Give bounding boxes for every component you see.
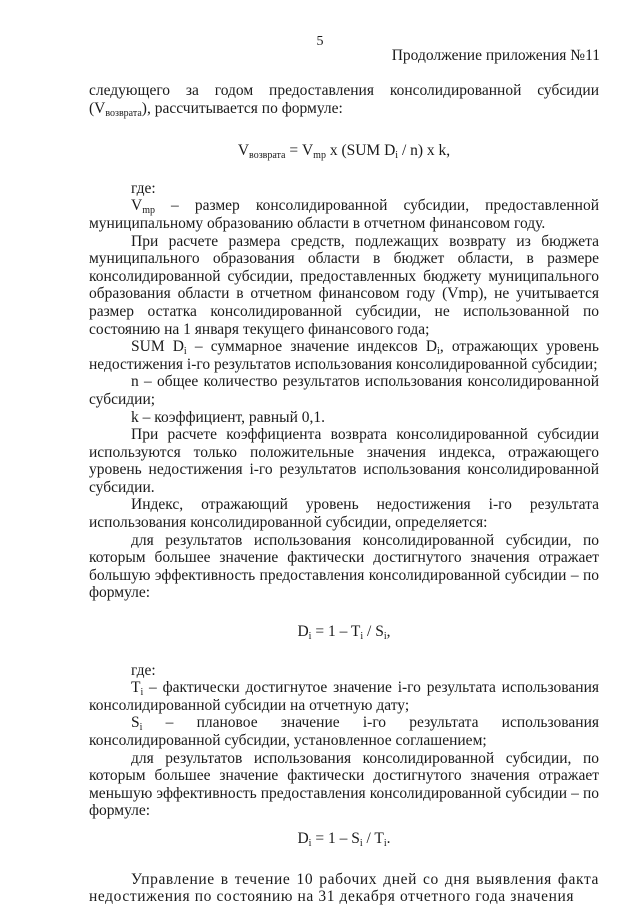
where-label: где:	[131, 179, 156, 197]
definition-t: $T_i$ – фактически достигнутое значение i-го результата использования консолидированной субсидии на отчетную дату;	[89, 679, 599, 714]
where-label-2: где:	[131, 661, 156, 679]
paragraph-intro: следующего за годом предоставления консолидированной субсидии $(V_{возврата})$, рассчитывается по формуле:	[89, 82, 599, 119]
formula-return: $V_{возврата} = V_{mp}$ x (SUM $D_i / n$) x k,	[237, 142, 451, 162]
paragraph-index: Индекс, отражающий уровень недостижения i-го результата использования консолидированной субсидии, определяется:	[89, 496, 599, 532]
definition-n: n – общее количество результатов использования консолидированной субсидии;	[89, 373, 599, 408]
definition-k: k – коэффициент, равный 0,1.	[131, 408, 325, 426]
document-body	[89, 82, 599, 906]
formula-index-2: $D_i = 1 - S_i / T_i$.	[297, 829, 391, 849]
definition-vmp: $V_{mp}$ – размер консолидированной субсидии, предоставленной муниципальному образованию области в отчетном финансовом году.	[89, 197, 599, 232]
definition-sum: SUM $D_i$ – суммарное значение индексов $D_i$, отражающих уровень недостижения i-го результатов использования консолидированной субсидии;	[89, 338, 599, 373]
continuation-heading: Продолжение приложения №11	[391, 47, 600, 64]
formula-index-1: $D_i = 1 - T_i / S_i$,	[297, 623, 391, 643]
paragraph-calculation: При расчете размера средств, подлежащих возврату из бюджета муниципального образования области в бюджет области, в размере консолидированной субсидии, предоставленных бюджету муниципального образования области в отчетном финансовом году (Vmp), не учитывается размер остатка консолидированной субсидии, не использованной по состоянию на 1 января текущего финансового года;	[89, 232, 599, 338]
paragraph-greater-worse: для результатов использования консолидированной субсидии, по которым большее значение фактически достигнутого значения отражает меньшую эффективность предоставления консолидированной субсидии – по формуле:	[89, 749, 599, 820]
paragraph-greater-better: для результатов использования консолидированной субсидии, по которым большее значение фактически достигнутого значения отражает большую эффективность предоставления консолидированной субсидии – по формуле:	[89, 531, 599, 602]
definition-s: $S_i$ – плановое значение i-го результата использования консолидированной субсидии, установленное соглашением;	[89, 714, 599, 749]
paragraph-coefficient: При расчете коэффициента возврата консолидированной субсидии используются только положительные значения индекса, отражающего уровень недостижения i-го результатов использования консолидированной субсидии.	[89, 426, 599, 496]
page-number: 5	[316, 34, 324, 49]
paragraph-department: Управление в течение 10 рабочих дней со дня выявления факта недостижения по состоянию на 31 декабря отчетного года значения	[89, 870, 599, 906]
